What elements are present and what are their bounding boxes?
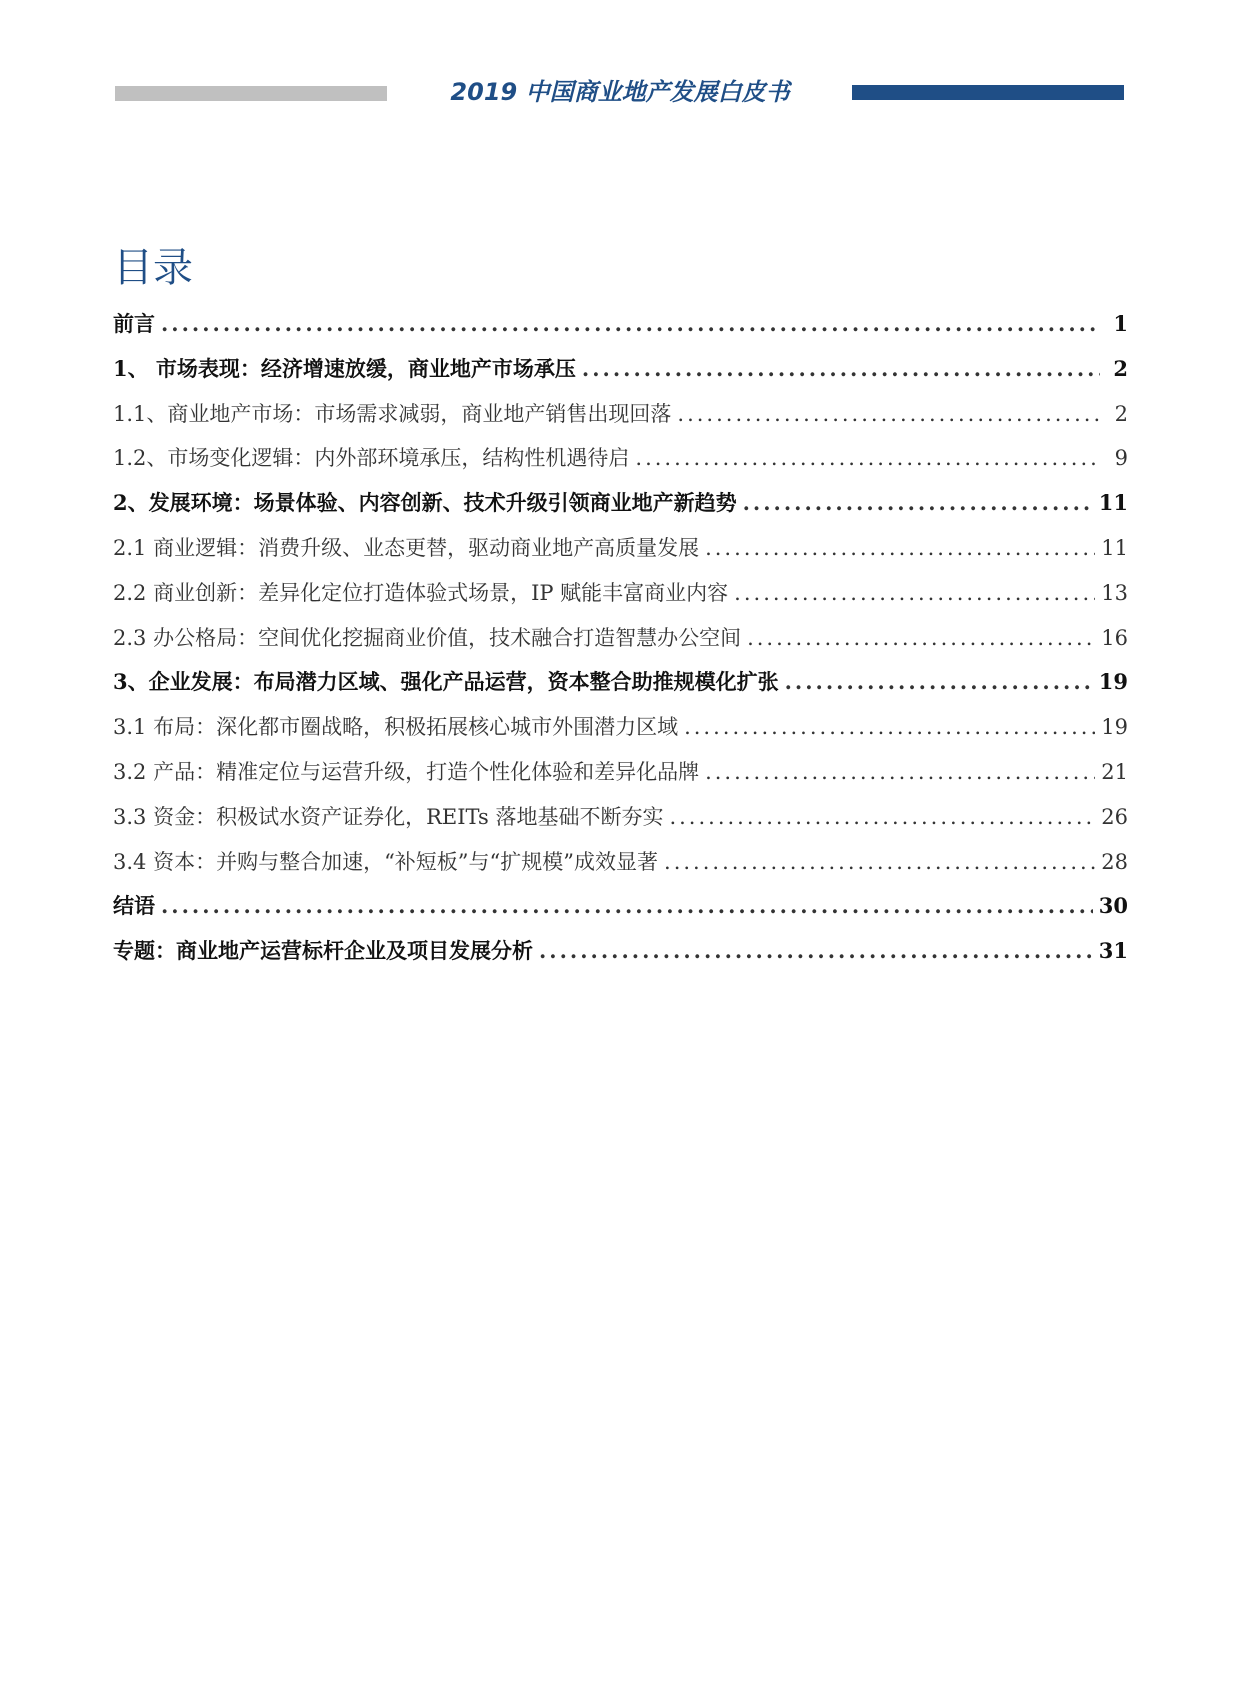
toc-entry-page: 28 [1101,849,1128,874]
toc-leader [734,581,1095,605]
toc-entry-special-topic[interactable] [113,935,1128,980]
toc-heading: 目录 [113,245,193,291]
toc-entry-page: 11 [1098,490,1128,516]
toc-entry-page: 31 [1098,938,1128,964]
toc-entry-title: 3.3 资金：积极试水资产证券化，REITs 落地基础不断夯实 [113,804,664,829]
toc-entry-page: 19 [1098,669,1128,695]
toc-entry-section-2-1[interactable] [113,532,1128,577]
header-bar-left [115,86,387,101]
toc-entry-chapter-1[interactable] [113,353,1128,398]
toc-entry-title: 前言 [113,311,155,336]
toc-entry-page: 1 [1113,311,1128,336]
toc-entry-page: 16 [1101,625,1128,650]
toc-entry-title: 2.2 商业创新：差异化定位打造体验式场景，IP 赋能丰富商业内容 [113,580,729,605]
toc-entry-title: 2.3 办公格局：空间优化挖掘商业价值，技术融合打造智慧办公空间 [113,625,742,650]
toc-entry-section-2-3[interactable] [113,622,1128,667]
toc-entry-section-1-2[interactable] [113,442,1128,487]
toc-leader [539,938,1093,963]
toc-entry-title: 3.4 资本：并购与整合加速，“补短板”与“扩规模”成效显著 [113,849,659,874]
toc-leader [161,311,1100,336]
toc-leader [705,760,1095,784]
toc-entry-page: 21 [1101,759,1128,784]
header-bar-right [852,85,1124,100]
toc-entry-section-3-2[interactable] [113,756,1128,801]
toc-entry-chapter-3[interactable] [113,666,1128,711]
toc-entry-page: 13 [1101,580,1128,605]
toc-leader [677,402,1100,426]
toc-entry-section-2-2[interactable] [113,577,1128,622]
toc-leader [161,893,1093,918]
toc-entry-chapter-2[interactable] [113,487,1128,532]
toc-leader [582,356,1100,381]
toc-leader [664,850,1095,874]
toc-entry-page: 26 [1101,804,1128,829]
toc-entry-title: 2、发展环境：场景体验、内容创新、技术升级引领商业地产新趋势 [113,490,737,516]
toc-leader [635,446,1100,470]
toc-leader [747,626,1095,650]
toc-entry-page: 2 [1113,355,1128,381]
toc-entry-preface[interactable] [113,308,1128,353]
toc-leader [684,715,1095,739]
toc-entry-page: 2 [1114,401,1128,426]
toc-entry-title: 专题：商业地产运营标杆企业及项目发展分析 [113,938,533,964]
toc-leader [669,805,1095,829]
toc-entry-title: 3、企业发展：布局潜力区域、强化产品运营，资本整合助推规模化扩张 [113,669,779,695]
document-title: 2019 中国商业地产发展白皮书 [450,78,790,106]
toc-leader [743,490,1093,515]
toc-entry-title: 结语 [113,893,155,919]
toc-entry-title: 1.1、商业地产市场：市场需求减弱，商业地产销售出现回落 [113,401,672,426]
toc-entry-title: 3.2 产品：精准定位与运营升级，打造个性化体验和差异化品牌 [113,759,700,784]
toc-entry-page: 19 [1101,715,1128,740]
toc-entry-section-3-1[interactable] [113,711,1128,756]
toc-entry-section-3-4[interactable] [113,846,1128,891]
toc-entry-page: 30 [1098,893,1128,919]
toc-leader [705,536,1095,560]
toc-entry-page: 11 [1101,535,1128,560]
toc-entry-section-1-1[interactable] [113,398,1128,443]
toc-leader [785,669,1093,694]
toc-entry-section-3-3[interactable] [113,801,1128,846]
toc-entry-title: 1、 市场表现：经济增速放缓，商业地产市场承压 [113,355,576,381]
toc-entry-title: 3.1 布局：深化都市圈战略，积极拓展核心城市外围潜力区域 [113,715,679,740]
toc-entry-title: 2.1 商业逻辑：消费升级、业态更替，驱动商业地产高质量发展 [113,535,700,560]
toc-entry-page: 9 [1114,446,1128,471]
table-of-contents [113,308,1128,980]
toc-entry-title: 1.2、市场变化逻辑：内外部环境承压，结构性机遇待启 [113,446,630,471]
toc-entry-conclusion[interactable] [113,890,1128,935]
